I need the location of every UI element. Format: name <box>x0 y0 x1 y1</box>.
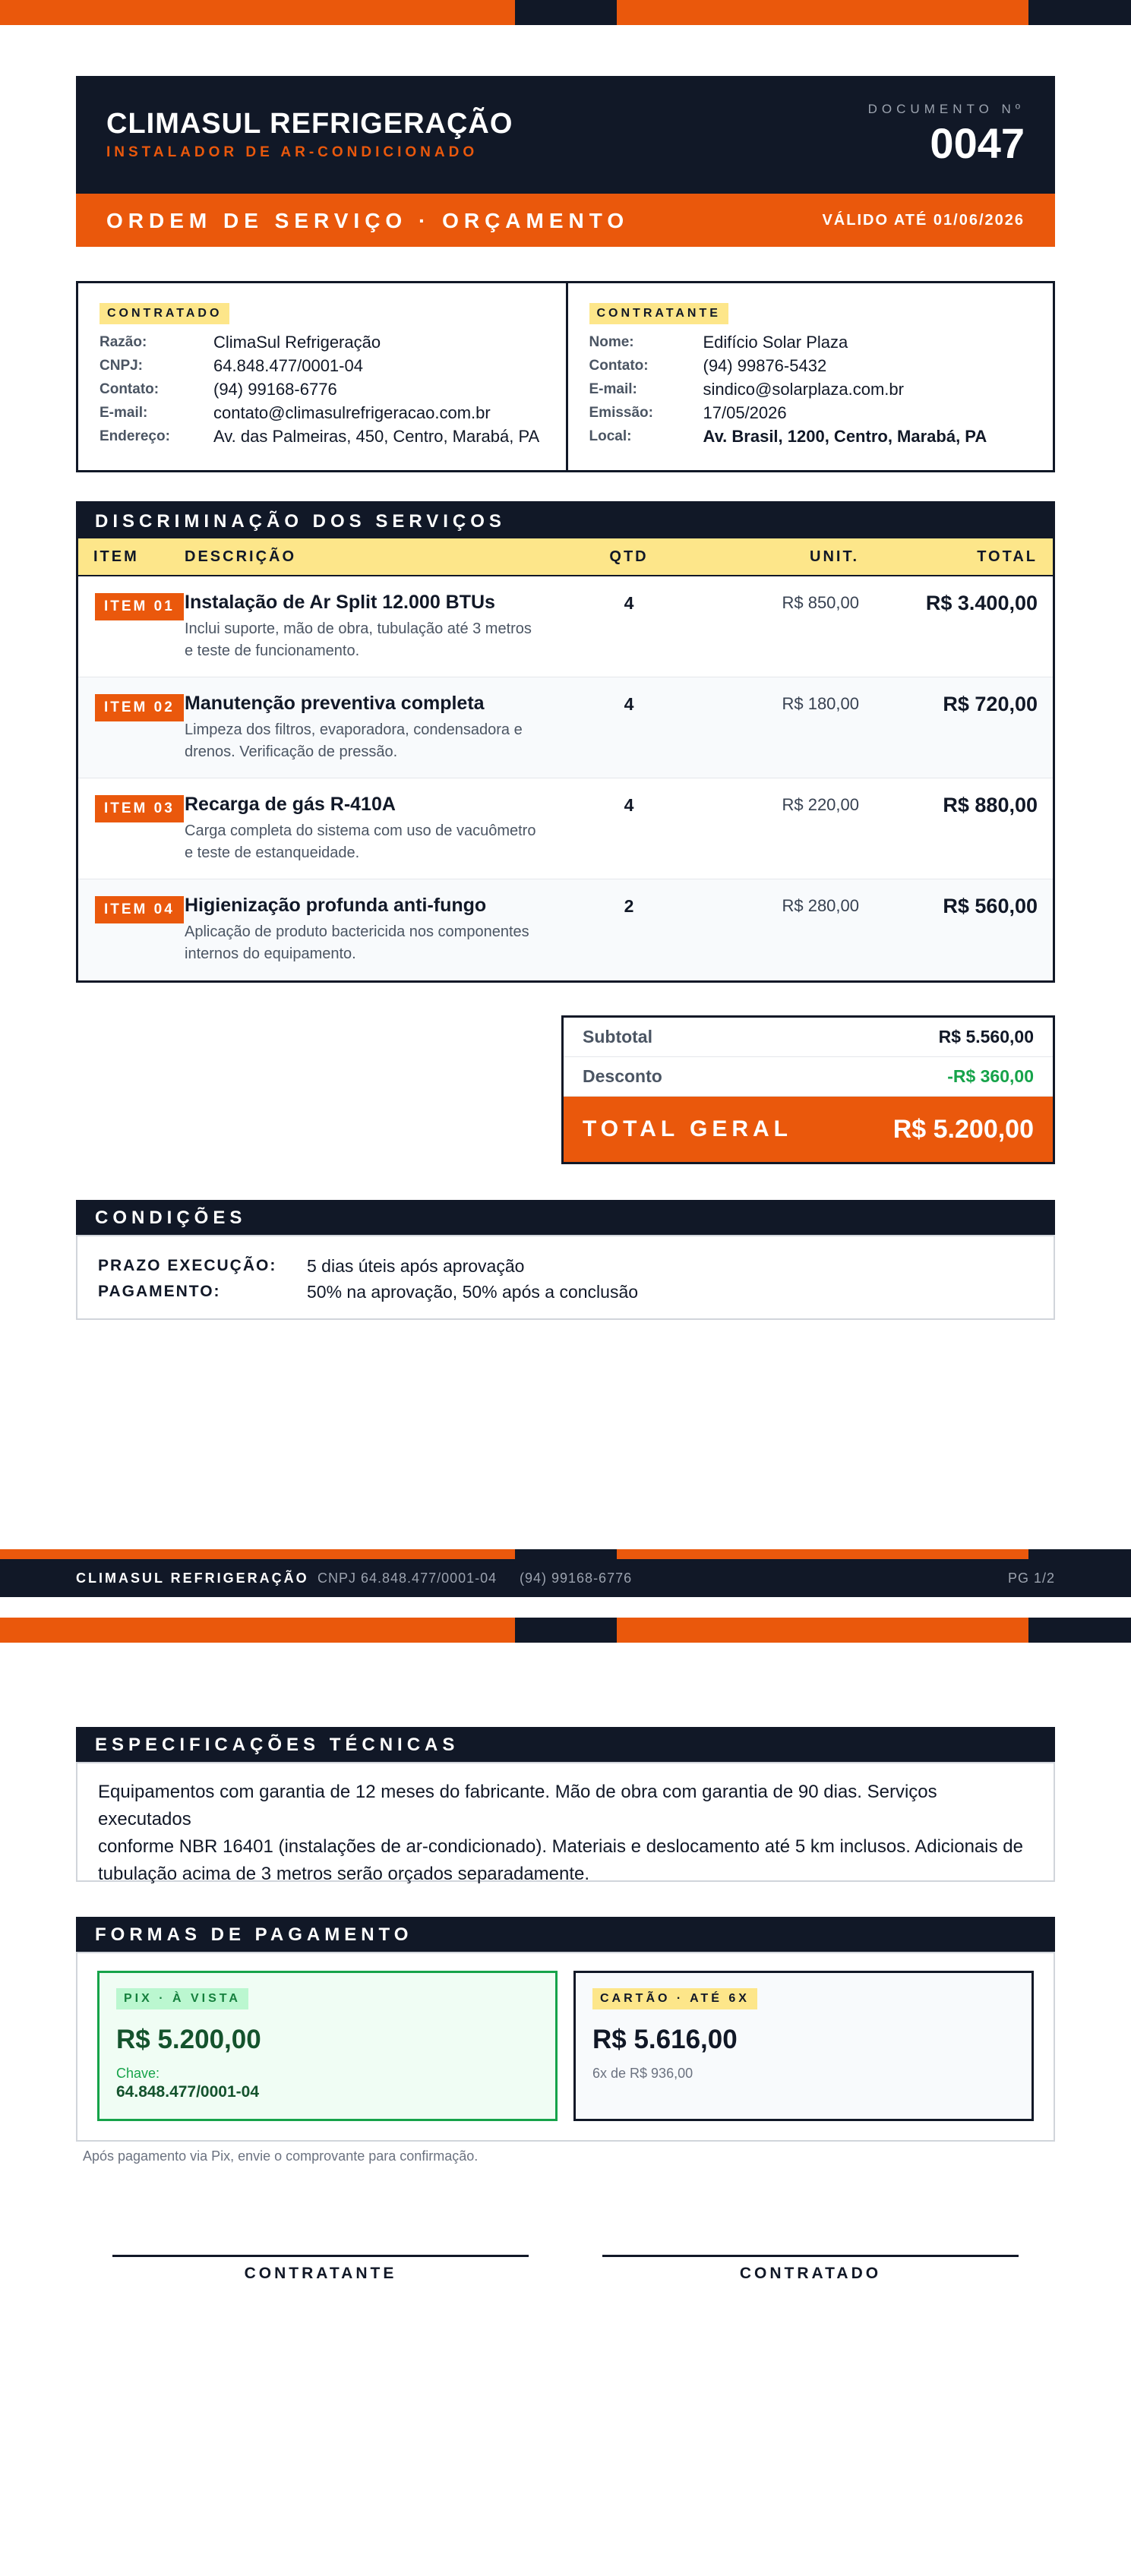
services-title: DISCRIMINAÇÃO DOS SERVIÇOS <box>78 504 1053 538</box>
party-row <box>589 333 1032 352</box>
card-installments: 6x de R$ 936,00 <box>592 2066 693 2081</box>
payment-title: FORMAS DE PAGAMENTO <box>76 1917 1055 1952</box>
specs-title: ESPECIFICAÇÕES TÉCNICAS <box>76 1727 1055 1762</box>
discount-row <box>564 1057 1053 1097</box>
service-unit: R$ 220,00 <box>782 795 859 814</box>
service-qty: 2 <box>624 896 634 916</box>
company-name: CLIMASUL REFRIGERAÇÃO <box>106 108 513 140</box>
condition-key: PRAZO EXECUÇÃO: <box>98 1257 277 1274</box>
party-row <box>100 428 545 446</box>
item-badge: ITEM 03 <box>95 795 184 822</box>
card-card <box>573 1971 1034 2121</box>
service-unit: R$ 180,00 <box>782 694 859 713</box>
service-total: R$ 720,00 <box>943 693 1038 715</box>
party-key: Contato: <box>100 381 160 397</box>
subtotal-row <box>564 1018 1053 1057</box>
grand-total-label: TOTAL GERAL <box>583 1116 792 1141</box>
footer-company: CLIMASUL REFRIGERAÇÃO <box>76 1571 309 1586</box>
totals-box <box>561 1015 1055 1164</box>
party-row <box>589 357 1032 375</box>
pix-key-label: Chave: <box>116 2066 160 2081</box>
document-title: ORDEM DE SERVIÇO · ORÇAMENTO <box>106 209 630 232</box>
document-title-bar <box>76 194 1055 247</box>
party-value: ClimaSul Refrigeração <box>213 333 381 352</box>
party-key: E-mail: <box>589 381 637 397</box>
service-name: Higienização profunda anti-fungo <box>185 895 487 916</box>
service-qty: 4 <box>624 795 634 815</box>
col-header-unit: UNIT. <box>810 548 859 565</box>
parties-box <box>76 281 1055 472</box>
pix-amount: R$ 5.200,00 <box>116 2025 261 2054</box>
party-row <box>589 380 1032 399</box>
party-value: Av. Brasil, 1200, Centro, Marabá, PA <box>703 427 987 446</box>
bottom-stripe <box>0 1549 1131 1559</box>
document-number-label: DOCUMENTO Nº <box>867 102 1025 116</box>
condition-key: PAGAMENTO: <box>98 1283 221 1300</box>
specs-line: Equipamentos com garantia de 12 meses do fabricante. Mão de obra com garantia de 90 dias. Serviços executados <box>98 1782 937 1829</box>
discount-value: -R$ 360,00 <box>947 1066 1034 1086</box>
payment-note: Após pagamento via Pix, envie o comprovante para confirmação. <box>83 2148 479 2164</box>
pix-key: 64.848.477/0001-04 <box>116 2083 260 2101</box>
document-number: 0047 <box>930 119 1025 167</box>
subtotal-label: Subtotal <box>583 1027 652 1046</box>
valid-until: VÁLIDO ATÉ 01/06/2026 <box>822 212 1025 229</box>
party-value: 64.848.477/0001-04 <box>213 356 363 375</box>
contratado-panel <box>78 283 566 470</box>
service-name: Instalação de Ar Split 12.000 BTUs <box>185 592 495 613</box>
signature-line-contratado <box>602 2255 1019 2257</box>
service-desc: Inclui suporte, mão de obra, tubulação até 3 metros <box>185 620 532 637</box>
party-value: sindico@solarplaza.com.br <box>703 380 904 399</box>
service-qty: 4 <box>624 694 634 714</box>
contratante-panel <box>566 283 1054 470</box>
service-total: R$ 3.400,00 <box>925 592 1038 614</box>
specs-line: tubulação acima de 3 metros serão orçados separadamente. <box>98 1864 590 1884</box>
table-row <box>78 778 1053 879</box>
party-key: Razão: <box>100 334 147 350</box>
item-badge: ITEM 02 <box>95 694 184 721</box>
service-qty: 4 <box>624 593 634 613</box>
party-row <box>100 380 545 399</box>
service-desc: e teste de estanqueidade. <box>185 844 360 861</box>
party-value: Edifício Solar Plaza <box>703 333 848 352</box>
party-key: E-mail: <box>100 405 148 421</box>
col-header-item: ITEM <box>93 548 139 565</box>
document-header <box>76 76 1055 194</box>
col-header-total: TOTAL <box>977 548 1038 565</box>
services-table <box>76 501 1055 983</box>
pix-card <box>97 1971 558 2121</box>
party-value: (94) 99168-6776 <box>213 380 337 399</box>
card-amount: R$ 5.616,00 <box>592 2025 738 2054</box>
service-total: R$ 880,00 <box>943 794 1038 816</box>
party-key: Nome: <box>589 334 634 350</box>
company-subtitle: INSTALADOR DE AR-CONDICIONADO <box>106 144 479 160</box>
grand-total-value: R$ 5.200,00 <box>892 1114 1034 1144</box>
party-value: contato@climasulrefrigeracao.com.br <box>213 403 491 422</box>
condition-value: 5 dias úteis após aprovação <box>307 1256 525 1276</box>
condition-value: 50% na aprovação, 50% após a conclusão <box>307 1282 639 1302</box>
table-row <box>78 576 1053 677</box>
signature-label-contratado: CONTRATADO <box>739 2265 882 2282</box>
service-unit: R$ 280,00 <box>782 896 859 915</box>
party-row <box>100 333 545 352</box>
service-desc: e teste de funcionamento. <box>185 642 360 659</box>
service-name: Recarga de gás R-410A <box>185 794 396 815</box>
page-footer <box>0 1559 1131 1597</box>
service-desc: internos do equipamento. <box>185 945 356 962</box>
service-unit: R$ 850,00 <box>782 593 859 612</box>
party-row <box>589 428 1032 446</box>
grand-total-row <box>564 1097 1053 1162</box>
conditions-box <box>76 1235 1055 1320</box>
table-row <box>78 677 1053 778</box>
footer-cnpj: CNPJ 64.848.477/0001-04 <box>318 1571 498 1586</box>
service-name: Manutenção preventiva completa <box>185 693 485 714</box>
specs-box <box>76 1762 1055 1882</box>
signature-label-contratante: CONTRATANTE <box>244 2265 397 2282</box>
party-value: Av. das Palmeiras, 450, Centro, Marabá, PA <box>213 427 540 446</box>
footer-phone: (94) 99168-6776 <box>520 1571 633 1586</box>
table-header <box>78 538 1053 576</box>
col-header-desc: DESCRIÇÃO <box>185 548 297 565</box>
party-key: Contato: <box>589 358 649 374</box>
specs-line: conforme NBR 16401 (instalações de ar-condicionado). Materiais e deslocamento até 5 km inclusos. Adicionais de <box>98 1836 1023 1857</box>
party-row <box>100 404 545 422</box>
page2-top-stripe <box>0 1618 1131 1643</box>
col-header-qty: QTD <box>609 548 649 565</box>
condition-row <box>98 1253 1033 1279</box>
service-total: R$ 560,00 <box>943 895 1038 917</box>
card-badge: CARTÃO · ATÉ 6X <box>592 1988 757 2009</box>
party-key: CNPJ: <box>100 358 144 374</box>
party-value: (94) 99876-5432 <box>703 356 827 375</box>
top-stripe <box>0 0 1131 25</box>
pix-badge: PIX · À VISTA <box>116 1988 248 2009</box>
party-key: Local: <box>589 428 632 444</box>
party-row <box>100 357 545 375</box>
party-value: 17/05/2026 <box>703 403 787 422</box>
item-badge: ITEM 01 <box>95 593 184 620</box>
service-desc: Carga completa do sistema com uso de vacuômetro <box>185 822 536 839</box>
service-desc: drenos. Verificação de pressão. <box>185 743 398 760</box>
party-row <box>589 404 1032 422</box>
discount-label: Desconto <box>583 1066 662 1086</box>
service-desc: Limpeza dos filtros, evaporadora, condensadora e <box>185 721 523 738</box>
party-key: Endereço: <box>100 428 170 444</box>
footer-page: PG 1/2 <box>1007 1571 1055 1586</box>
contratante-badge: CONTRATANTE <box>589 303 728 324</box>
contratado-badge: CONTRATADO <box>100 303 229 324</box>
subtotal-value: R$ 5.560,00 <box>938 1027 1034 1046</box>
party-key: Emissão: <box>589 405 653 421</box>
table-row <box>78 879 1053 980</box>
service-desc: Aplicação de produto bactericida nos componentes <box>185 923 529 940</box>
conditions-title: CONDIÇÕES <box>76 1200 1055 1235</box>
condition-row <box>98 1279 1033 1305</box>
item-badge: ITEM 04 <box>95 896 184 923</box>
signature-line-contratante <box>112 2255 529 2257</box>
